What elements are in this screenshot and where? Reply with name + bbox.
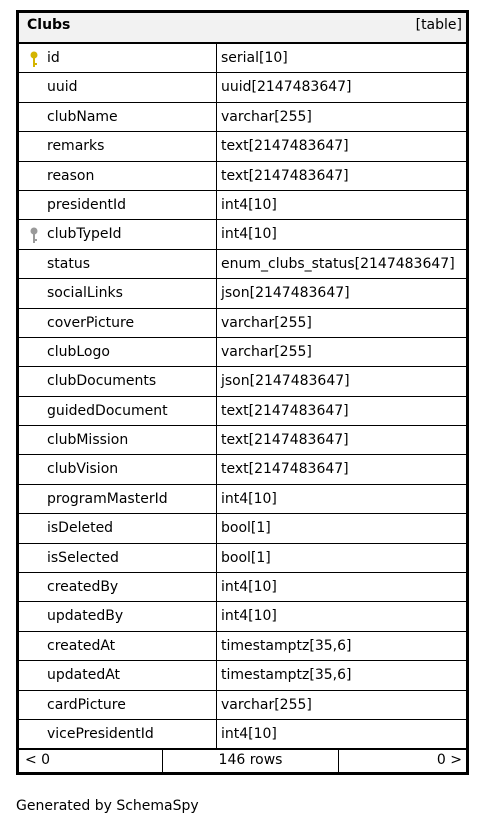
column-row (19, 220, 466, 249)
column-name: vicePresidentId (47, 725, 154, 742)
column-type: json[2147483647] (221, 373, 350, 390)
column-type: varchar[255] (221, 696, 312, 713)
column-type: text[2147483647] (221, 138, 349, 155)
column-name: updatedBy (47, 608, 124, 625)
column-name-cell (19, 632, 217, 660)
column-type: uuid[2147483647] (221, 79, 352, 96)
column-name-cell (19, 44, 217, 72)
column-row (19, 632, 466, 661)
column-row (19, 162, 466, 191)
table-kind: [table] (415, 17, 462, 33)
column-name-cell (19, 720, 217, 748)
table-name: Clubs (27, 17, 71, 33)
column-name-cell (19, 544, 217, 572)
column-name: status (47, 255, 91, 272)
column-name-cell (19, 691, 217, 719)
column-name-cell (19, 103, 217, 131)
column-name: clubVision (47, 461, 119, 478)
primary-key-icon (29, 51, 39, 67)
foreign-key-icon (29, 227, 39, 243)
column-row (19, 103, 466, 132)
generated-by-label: Generated by SchemaSpy (16, 798, 199, 814)
column-name-cell (19, 455, 217, 483)
parents-count[interactable]: < 0 (19, 750, 163, 772)
column-row (19, 191, 466, 220)
column-type: int4[10] (221, 579, 277, 596)
column-row (19, 132, 466, 161)
column-name: clubName (47, 108, 118, 125)
column-name: programMasterId (47, 490, 168, 507)
column-row (19, 573, 466, 602)
column-row (19, 367, 466, 396)
column-name-cell (19, 426, 217, 454)
column-name-cell (19, 191, 217, 219)
column-name: guidedDocument (47, 402, 168, 419)
column-name: clubDocuments (47, 373, 157, 390)
column-type: int4[10] (221, 226, 277, 243)
table-node-clubs[interactable] (16, 10, 469, 775)
column-name-cell (19, 367, 217, 395)
column-type: text[2147483647] (221, 402, 349, 419)
column-row (19, 514, 466, 543)
column-row (19, 544, 466, 573)
column-name-cell (19, 602, 217, 630)
column-type: varchar[255] (221, 314, 312, 331)
column-name: cardPicture (47, 696, 126, 713)
column-row (19, 44, 466, 73)
column-type: enum_clubs_status[2147483647] (221, 255, 455, 272)
column-name-cell (19, 250, 217, 278)
column-name: clubMission (47, 432, 129, 449)
column-type: int4[10] (221, 725, 277, 742)
column-type: text[2147483647] (221, 167, 349, 184)
column-name-cell (19, 338, 217, 366)
column-name-cell (19, 73, 217, 101)
column-name: isDeleted (47, 520, 114, 537)
column-type: int4[10] (221, 608, 277, 625)
column-name: socialLinks (47, 285, 123, 302)
column-name-cell (19, 397, 217, 425)
column-name: createdAt (47, 637, 116, 654)
column-name-cell (19, 573, 217, 601)
column-name: reason (47, 167, 95, 184)
column-name-cell (19, 162, 217, 190)
column-name-cell (19, 220, 217, 248)
column-list (19, 44, 466, 749)
column-type: varchar[255] (221, 108, 312, 125)
column-name: id (47, 50, 60, 66)
column-type: int4[10] (221, 490, 277, 507)
column-name-cell (19, 661, 217, 689)
column-type: json[2147483647] (221, 285, 350, 302)
column-row (19, 250, 466, 279)
column-name: createdBy (47, 579, 119, 596)
column-name: remarks (47, 138, 105, 155)
column-type: serial[10] (221, 50, 288, 66)
column-row (19, 338, 466, 367)
column-type: text[2147483647] (221, 432, 349, 449)
column-name: isSelected (47, 549, 119, 566)
column-row (19, 691, 466, 720)
children-count[interactable]: 0 > (436, 752, 462, 769)
column-type: varchar[255] (221, 343, 312, 360)
column-row (19, 720, 466, 749)
column-name-cell (19, 279, 217, 307)
column-name: clubLogo (47, 343, 110, 360)
column-type: timestamptz[35,6] (221, 637, 352, 654)
column-type: bool[1] (221, 520, 271, 537)
column-name-cell (19, 132, 217, 160)
column-row (19, 661, 466, 690)
column-name: coverPicture (47, 314, 135, 331)
column-name: presidentId (47, 196, 127, 213)
column-name: updatedAt (47, 667, 121, 684)
column-name-cell (19, 514, 217, 542)
column-type: bool[1] (221, 549, 271, 566)
column-name-cell (19, 485, 217, 513)
column-row (19, 309, 466, 338)
column-type: timestamptz[35,6] (221, 667, 352, 684)
column-type: text[2147483647] (221, 461, 349, 478)
column-row (19, 397, 466, 426)
column-row (19, 602, 466, 631)
column-row (19, 455, 466, 484)
column-row (19, 279, 466, 308)
column-row (19, 426, 466, 455)
table-footer (19, 749, 466, 772)
column-type: int4[10] (221, 196, 277, 213)
column-name: uuid (47, 79, 78, 96)
column-row (19, 73, 466, 102)
column-name-cell (19, 309, 217, 337)
column-name: clubTypeId (47, 226, 122, 243)
column-row (19, 485, 466, 514)
table-header (19, 13, 466, 44)
row-count: 146 rows (163, 750, 339, 772)
